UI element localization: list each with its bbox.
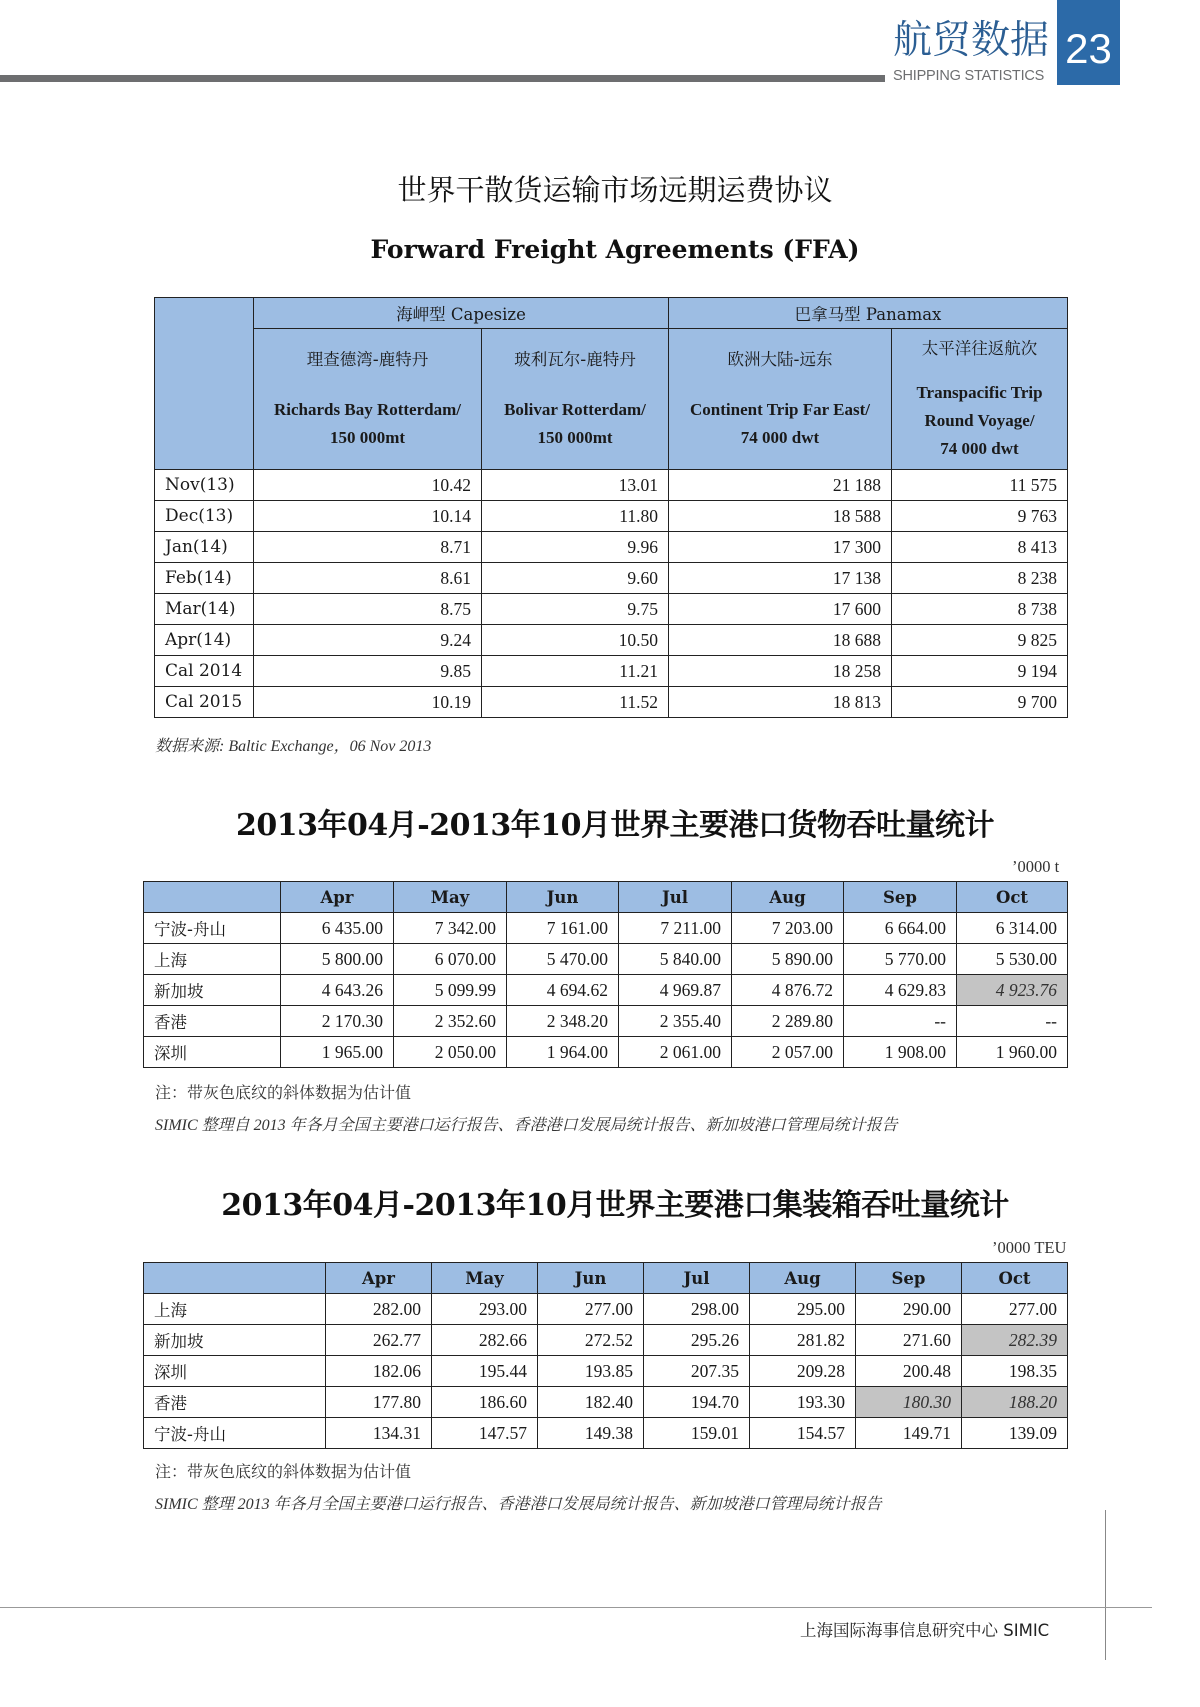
table-cell: 4 643.26 [281,975,394,1006]
table-cell: 1 965.00 [281,1037,394,1068]
table-cell: 1 960.00 [957,1037,1068,1068]
row-label: Cal 2014 [155,656,254,687]
table-cell: 2 050.00 [394,1037,507,1068]
table-cell: 18 588 [669,501,892,532]
table-cell: 9.96 [482,532,669,563]
ffa-title-en: Forward Freight Agreements (FFA) [370,235,860,264]
table-cell: 207.35 [644,1356,750,1387]
row-label: Cal 2015 [155,687,254,718]
container-source-note: SIMIC 整理 2013 年各月全国主要港口运行报告、香港港口发展局统计报告、新加坡港口管理局统计报告 [155,1496,882,1513]
cargo-unit: ’0000 t [1012,857,1060,876]
table-cell: 5 840.00 [619,944,732,975]
table-row [155,470,1068,501]
table-cell: 209.28 [750,1356,856,1387]
ffa-column-en1: Richards Bay Rotterdam/ [274,400,461,419]
table-cell: 282.66 [432,1325,538,1356]
ffa-column-en2: 74 000 dwt [740,428,820,447]
container-estimate-note: 注：带灰色底纹的斜体数据为估计值 [155,1462,412,1481]
month-header: Sep [856,1263,962,1294]
footer-rule [0,1607,1152,1608]
port-name: 宁波-舟山 [144,913,281,944]
table-row [144,1294,1068,1325]
ffa-column-en2: Round Voyage/ [924,411,1035,430]
table-cell: 8.61 [254,563,482,594]
table-row [155,501,1068,532]
table-cell: 295.00 [750,1294,856,1325]
table-row [144,1006,1068,1037]
table-cell: 154.57 [750,1418,856,1449]
page-number: 23 [1057,0,1120,85]
ffa-column-cn: 玻利瓦尔-鹿特丹 [514,350,636,369]
footer-vertical-rule [1105,1510,1106,1660]
table-cell: 9.85 [254,656,482,687]
ffa-column-en2: 150 000mt [329,428,406,447]
table-cell: 4 876.72 [732,975,844,1006]
month-header: May [394,882,507,913]
table-cell: 262.77 [326,1325,432,1356]
cargo-title: 2013年04月-2013年10月世界主要港口货物吞吐量统计 [236,808,994,843]
month-header: Jun [507,882,619,913]
table-cell: 282.00 [326,1294,432,1325]
table-cell: 5 530.00 [957,944,1068,975]
table-row [144,1037,1068,1068]
table-cell: 5 770.00 [844,944,957,975]
table-cell: 21 188 [669,470,892,501]
ffa-group-capesize: 海岬型 Capesize [254,298,669,329]
table-cell: 11.80 [482,501,669,532]
table-cell: 10.42 [254,470,482,501]
ffa-column-cn: 理查德湾-鹿特丹 [306,350,429,369]
month-header: Jul [644,1263,750,1294]
table-cell: 7 161.00 [507,913,619,944]
row-label: Feb(14) [155,563,254,594]
table-cell: 147.57 [432,1418,538,1449]
month-header: Oct [962,1263,1068,1294]
table-cell: -- [844,1006,957,1037]
brand-title-en: SHIPPING STATISTICS [893,68,1045,84]
ffa-table [154,297,1068,718]
table-cell: 10.50 [482,625,669,656]
footer-publisher: 上海国际海事信息研究中心 SIMIC [800,1621,1050,1640]
table-cell: 290.00 [856,1294,962,1325]
ffa-column-cn: 欧洲大陆-远东 [727,350,833,369]
table-cell: 11 575 [892,470,1068,501]
month-header: Aug [750,1263,856,1294]
table-cell: 9.75 [482,594,669,625]
table-cell: 7 342.00 [394,913,507,944]
port-name: 深圳 [144,1037,281,1068]
port-name: 深圳 [144,1356,326,1387]
table-cell: 2 170.30 [281,1006,394,1037]
table-cell: 10.14 [254,501,482,532]
port-name: 上海 [144,1294,326,1325]
table-cell: 193.85 [538,1356,644,1387]
table-cell: 4 629.83 [844,975,957,1006]
table-cell: 193.30 [750,1387,856,1418]
table-cell: 11.21 [482,656,669,687]
table-cell: 8 738 [892,594,1068,625]
table-cell: 200.48 [856,1356,962,1387]
port-name: 香港 [144,1006,281,1037]
row-label: Nov(13) [155,470,254,501]
table-cell: 2 348.20 [507,1006,619,1037]
table-cell: 9.24 [254,625,482,656]
table-row [155,656,1068,687]
row-label: Jan(14) [155,532,254,563]
table-cell: 9.60 [482,563,669,594]
table-cell: 272.52 [538,1325,644,1356]
table-cell: 2 057.00 [732,1037,844,1068]
table-cell: 9 194 [892,656,1068,687]
port-name: 上海 [144,944,281,975]
table-cell: 18 688 [669,625,892,656]
table-cell: 6 314.00 [957,913,1068,944]
table-cell: 8 238 [892,563,1068,594]
table-cell: 2 061.00 [619,1037,732,1068]
table-cell: 1 908.00 [844,1037,957,1068]
table-cell: 13.01 [482,470,669,501]
table-cell: 182.40 [538,1387,644,1418]
table-cell: 5 890.00 [732,944,844,975]
table-cell: 182.06 [326,1356,432,1387]
table-cell: 4 694.62 [507,975,619,1006]
table-cell: 159.01 [644,1418,750,1449]
table-cell: 2 352.60 [394,1006,507,1037]
table-cell: 281.82 [750,1325,856,1356]
port-name: 宁波-舟山 [144,1418,326,1449]
table-row [144,944,1068,975]
table-cell: 17 300 [669,532,892,563]
month-header: May [432,1263,538,1294]
ffa-group-panamax: 巴拿马型 Panamax [669,298,1068,329]
estimated-cell: 180.30 [856,1387,962,1418]
month-header: Sep [844,882,957,913]
ffa-column-cn: 太平洋往返航次 [921,339,1038,358]
table-cell: 194.70 [644,1387,750,1418]
estimated-cell: 188.20 [962,1387,1068,1418]
table-cell: 8.75 [254,594,482,625]
row-label: Apr(14) [155,625,254,656]
row-label: Mar(14) [155,594,254,625]
table-cell: 10.19 [254,687,482,718]
table-cell: 17 138 [669,563,892,594]
container-unit: ’0000 TEU [992,1238,1067,1257]
table-cell: 11.52 [482,687,669,718]
table-row [144,1418,1068,1449]
table-row [155,563,1068,594]
table-cell: 5 099.99 [394,975,507,1006]
table-cell: 271.60 [856,1325,962,1356]
table-cell: 7 211.00 [619,913,732,944]
table-row [155,594,1068,625]
month-header: Aug [732,882,844,913]
cargo-source-note: SIMIC 整理自 2013 年各月全国主要港口运行报告、香港港口发展局统计报告、新加坡港口管理局统计报告 [155,1117,898,1134]
table-cell: 177.80 [326,1387,432,1418]
brand-title-cn: 航贸数据 [893,18,1050,63]
table-cell: 7 203.00 [732,913,844,944]
table-row [155,532,1068,563]
table-cell: 149.38 [538,1418,644,1449]
ffa-column-en1: Bolivar Rotterdam/ [504,400,646,419]
table-cell: 5 470.00 [507,944,619,975]
table-cell: 186.60 [432,1387,538,1418]
ffa-column-header [669,329,892,470]
cargo-estimate-note: 注：带灰色底纹的斜体数据为估计值 [155,1083,412,1102]
port-name: 新加坡 [144,975,281,1006]
table-cell: 195.44 [432,1356,538,1387]
estimated-cell: 4 923.76 [957,975,1068,1006]
table-cell: 4 969.87 [619,975,732,1006]
table-cell: 8 413 [892,532,1068,563]
port-name: 香港 [144,1387,326,1418]
table-cell: 8.71 [254,532,482,563]
cargo-table [143,881,1068,1068]
ffa-title-cn: 世界干散货运输市场远期运费协议 [397,173,833,207]
ffa-source-note: 数据来源: Baltic Exchange，06 Nov 2013 [155,738,432,755]
table-cell: -- [957,1006,1068,1037]
table-cell: 6 664.00 [844,913,957,944]
table-cell: 277.00 [538,1294,644,1325]
table-cell: 277.00 [962,1294,1068,1325]
table-cell: 198.35 [962,1356,1068,1387]
container-corner-cell [144,1263,326,1294]
container-title: 2013年04月-2013年10月世界主要港口集装箱吞吐量统计 [221,1188,1009,1223]
table-cell: 6 070.00 [394,944,507,975]
table-cell: 293.00 [432,1294,538,1325]
ffa-column-en3: 74 000 dwt [940,439,1019,458]
ffa-column-en1: Continent Trip Far East/ [690,400,870,419]
month-header: Oct [957,882,1068,913]
table-cell: 9 825 [892,625,1068,656]
table-cell: 1 964.00 [507,1037,619,1068]
table-cell: 149.71 [856,1418,962,1449]
ffa-column-header [482,329,669,470]
month-header: Jul [619,882,732,913]
table-cell: 6 435.00 [281,913,394,944]
container-table [143,1262,1068,1449]
table-cell: 134.31 [326,1418,432,1449]
month-header: Apr [326,1263,432,1294]
table-cell: 18 258 [669,656,892,687]
header-rule [0,75,885,82]
table-cell: 9 763 [892,501,1068,532]
table-cell: 2 289.80 [732,1006,844,1037]
table-cell: 298.00 [644,1294,750,1325]
ffa-corner-cell [155,298,254,470]
port-name: 新加坡 [144,1325,326,1356]
month-header: Apr [281,882,394,913]
table-row [144,913,1068,944]
table-cell: 2 355.40 [619,1006,732,1037]
row-label: Dec(13) [155,501,254,532]
cargo-corner-cell [144,882,281,913]
month-header: Jun [538,1263,644,1294]
table-row [144,1387,1068,1418]
table-cell: 9 700 [892,687,1068,718]
table-row [144,1325,1068,1356]
table-cell: 18 813 [669,687,892,718]
table-cell: 17 600 [669,594,892,625]
table-row [144,1356,1068,1387]
ffa-column-en1: Transpacific Trip [916,383,1043,402]
table-row [144,975,1068,1006]
ffa-column-header [892,329,1068,470]
table-cell: 5 800.00 [281,944,394,975]
table-cell: 295.26 [644,1325,750,1356]
table-row [155,625,1068,656]
table-row [155,687,1068,718]
ffa-column-en2: 150 000mt [537,428,613,447]
table-cell: 139.09 [962,1418,1068,1449]
ffa-column-header [254,329,482,470]
estimated-cell: 282.39 [962,1325,1068,1356]
